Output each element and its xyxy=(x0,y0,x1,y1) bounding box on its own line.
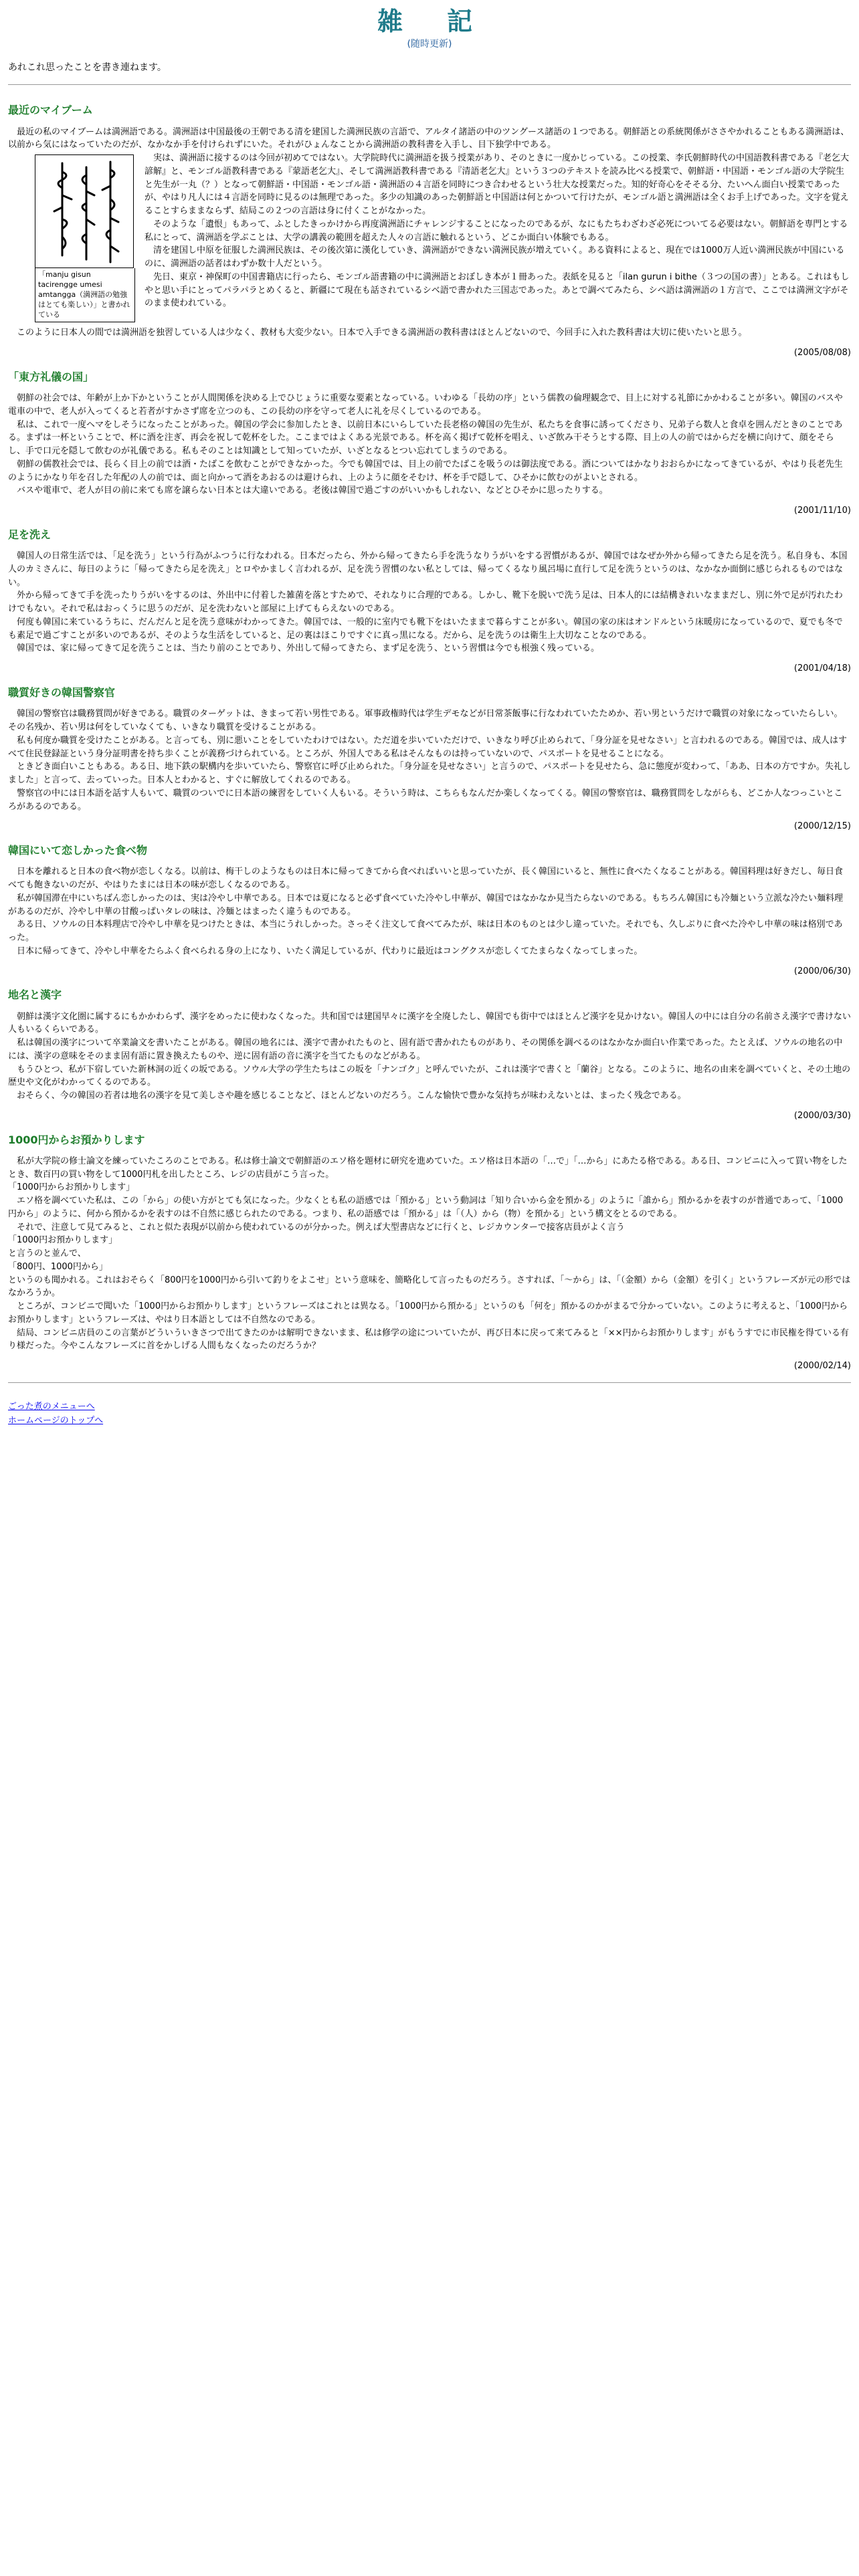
manchu-script-image xyxy=(35,154,134,268)
paragraph: バスや電車で、老人が目の前に来ても席を譲らない日本とは大違いである。老後は韓国で過ごすのがいいかもしれない、などとひそかに思ったりする。 xyxy=(17,486,608,496)
paragraph: 朝鮮は漢字文化圏に属するにもかかわらず、漢字をめったに使わなくなった。共和国では建国早々に漢字を全廃したし、韓国でも街中ではほとんど漢字を見かけない。韓国人の中には自分の名前さえ漢字で書けない人もいるくらいである。 xyxy=(8,1011,851,1035)
paragraph: ある日、ソウルの日本料理店で冷やし中華を見つけたときは、本当にうれしかった。さっそく注文して食べてみたが、味は日本のものとは少し違っていた。それでも、久しぶりに食べた冷やし中華の味は格別であった。 xyxy=(8,920,843,944)
paragraph: 私は韓国の漢字について卒業論文を書いたことがある。韓国の地名には、漢字で書かれたものと、固有語で書かれたものがあり、その関係を調べるのはなかなか面白い作業であった。たとえば、ソウルの地名の中には、漢字の意味をそのまま固有語に置き換えたものや、逆に固有語の音に漢字を当てたものなどがある。 xyxy=(8,1038,843,1061)
home-link[interactable]: ホームページのトップへ xyxy=(8,1415,104,1426)
paragraph: 最近の私のマイブームは満洲語である。満洲語は中国最後の王朝である清を建国した満洲民族の言語で、アルタイ諸語の中のツングース諸語の１つである。朝鮮語との系統関係がささやかれることもある満洲語は、以前から気にはなっていたのだが、なかなか手を付けられずにいた。それがひょんなことから満洲語の教科書を入手し、目下独学中である。 xyxy=(8,126,850,150)
paragraph: 日本を離れると日本の食べ物が恋しくなる。以前は、梅干しのようなものは日本に帰ってきてから食べればいいと思っていたが、長く韓国にいると、無性に食べたくなることがある。韓国料理は好きだし、毎日食べても飽きないのだが、やはりたまには日本の味が恋しくなるのである。 xyxy=(8,867,844,891)
section-wash-feet xyxy=(8,527,851,675)
paragraph: 実は、満洲語に接するのは今回が初めてではない。大学院時代に満洲語を扱う授業があり、そのときに一度かじっている。この授業、李氏朝鮮時代の中国語教科書である『老乞大諺解』と、モンゴル語教科書である『蒙語老乞大』、そして満洲語教科書である『清語老乞大』という３つのテキストを読み比べる授業で、朝鮮語・中国語・モンゴル語の大学院生と先生が一丸（？）となって朝鮮語・中国語・モンゴル語・満洲語の４言語を同時につき合わせるという壮大な授業だった。知的好奇心をそそる分、たいへん面白い授業であったが、やはり凡人には４言語を同時に見るのは無理であった。多少の知識のあった朝鮮語と中国語は何とかついて行けたが、モンゴル語と満洲語は全くお手上げであった。文字を覚えることすらままならず、結局この２つの言語は身に付くことがなかった。 xyxy=(145,153,850,217)
entry-date: (2000/12/15) xyxy=(793,821,851,832)
paragraph: おそらく、今の韓国の若者は地名の漢字を見て美しさや趣を感じることなど、ほとんどないのだろう。こんな愉快で豊かな気持ちが味わえないとは、まったく残念である。 xyxy=(17,1091,686,1101)
paragraph: 私も何度か職質を受けたことがある。と言っても、別に悪いことをしていたわけではない。ただ道を歩いていただけで、いきなり呼び止められて、「身分証を見せなさい」と言われるのである。韓国では、成人はすべて住民登録証という身分証明書を持ち歩くことが義務づけられている。ところが、外国人である私はそんなものは持っていないので、パスポートを見せることになる。 xyxy=(8,735,847,759)
paragraph: それで、注意して見てみると、これと似た表現が以前から使われているのが分かった。例えば大型書店などに行くと、レジカウンターで接客店員がよく言う xyxy=(17,1222,625,1232)
figure-caption: 「manju gisun tacirengge umesi amtangga（満洲語の勉強はとても楽しい）」と書かれている xyxy=(35,268,135,322)
paragraph: 朝鮮の社会では、年齢が上か下かということが人間関係を決める上でひじょうに重要な要素となっている。いわゆる「長幼の序」という儒教の倫理観念で、目上に対する礼節にかかわることが多い。韓国のバスや電車の中で、老人が入ってくると若者がすかさず席を立つのも、この長幼の序を守って老人に礼を尽くしているのである。 xyxy=(8,393,843,417)
entry-date: (2000/03/30) xyxy=(793,1110,851,1121)
page-subtitle: (随時更新) xyxy=(407,38,452,49)
paragraph: 韓国の警察官は職務質問が好きである。職質のターゲットは、きまって若い男性である。軍事政権時代は学生デモなどが日常茶飯事に行なわれていたためか、若い男というだけで職質の対象になっていたらしい。その名残か、若い男は何をしていなくても、いきなり職質を受けることがある。 xyxy=(8,709,843,733)
divider xyxy=(8,84,851,85)
section-title: 韓国にいて恋しかった食べ物 xyxy=(8,844,148,857)
section-1000-yen xyxy=(8,1132,851,1373)
paragraph: 日本に帰ってきて、冷やし中華をたらふく食べられる身の上になり、いたく満足しているが、代わりに最近はコングクスが恋しくてたまらなくなってしまった。 xyxy=(17,946,643,956)
header xyxy=(8,8,851,51)
footer-nav xyxy=(8,1400,851,1428)
manchu-script-figure xyxy=(35,154,135,322)
paragraph: 警察官の中には日本語を話す人もいて、職質のついでに日本語の練習をしていく人もいる。そういう時は、こちらもなんだか楽しくなってくる。韓国の警察官は、職務質問をしながらも、どこか人なつっこいところがあるのである。 xyxy=(8,788,843,812)
paragraph: 韓国人の日常生活では、「足を洗う」という行為がふつうに行なわれる。日本だったら、外から帰ってきたら手を洗うなりうがいをする習慣があるが、韓国ではなぜか外から帰ってきたら足を洗う。私自身も、本国人のカミさんに、毎日のように「帰ってきたら足を洗え」とロやかましく言われるが、足を洗う習慣のない私としては、帰ってくるなり風呂場に直行して足を洗うというのは、なかなか面倒に感じられるものではない。 xyxy=(8,551,848,588)
paragraph: 私は、これで一度ヘマをしそうになったことがあった。韓国の学会に参加したとき、以前日本にいらしていた長老格の韓国の先生が、私たちを食事に誘ってくださり、兄弟子ら数人と食卓を囲んだときのことである。まずは一杯ということで、杯に酒を注ぎ、再会を祝して乾杯をした。ここまではよくある光景である。杯を高く掲げて乾杯を唱え、いざ飲み干そうとする際、目上の人の前ではからだを横に向けて、顔をそらし、手で口元を隠して飲むのが礼儀である。私もそのことは知識として知っていたが、いざとなるとつい忘れてしまうのである。 xyxy=(8,419,843,457)
paragraph: と言うのと並んで、 xyxy=(8,1249,86,1259)
quote-line: 「800円、1000円から」 xyxy=(8,1261,108,1272)
entry-date: (2001/11/10) xyxy=(793,506,851,516)
paragraph: 朝鮮の儒教社会では、長らく目上の前では酒・たばこを飲むことができなかった。今でも韓国では、目上の前でたばこを吸うのは御法度である。酒についてはかなりおおらかになってきているが、やはり長老先生のようにかなり年を召した年配の人の前では、面と向かって酒をあおるのは避けられ、上のように顔をそむけ、杯を手で隠して、ひそかに飲むのがよいとされる。 xyxy=(8,459,843,483)
paragraph: 私が大学院の修士論文を練っていたころのことである。私は修士論文で朝鮮語のエソ格を題材に研究を進めていた。エソ格は日本語の「…で」「…から」にあたる格である。ある日、コンビニに入って買い物をしたとき、数百円の買い物をして1000円札を出したところ、レジの店員がこう言った。 xyxy=(8,1156,848,1180)
paragraph: ときどき面白いこともある。ある日、地下鉄の駅構内を歩いていたら、警察官に呼び止められた。「身分証を見せなさい」と言うので、パスポートを見せたら、急に態度が変わって、「ああ、日本の方ですか。失礼しました」と言って、去っていった。日本人とわかると、すぐに解放してくれるのである。 xyxy=(8,762,851,786)
section-title: 職質好きの韓国警察官 xyxy=(8,685,116,699)
paragraph: 韓国では、家に帰ってきて足を洗うことは、当たり前のことであり、外出して帰ってきたら、まず足を洗う、という習慣は今でも根強く残っている。 xyxy=(17,643,600,654)
section-police xyxy=(8,685,851,833)
section-my-boom xyxy=(8,102,851,360)
paragraph: エソ格を調べていた私は、この「から」の使い方がとても気になった。少なくとも私の語感では「預かる」という動詞は「知り合いから金を預かる」のように「誰から」預かるかを表すのが普通であって、「1000円から」のように、何から預かるかを表すのは不自然に感じられたのである。つまり、私の語感では「預かる」は「（人）から（物）を預かる」という構文をとるのである。 xyxy=(8,1196,844,1219)
entry-date: (2001/04/18) xyxy=(793,663,851,674)
quote-line: 「1000円からお預かりします」 xyxy=(8,1182,135,1193)
entry-date: (2005/08/08) xyxy=(793,348,851,358)
paragraph: 先日、東京・神保町の中国書籍店に行ったら、モンゴル語書籍の中に満洲語とおぼしき本が１冊あった。表紙を見ると「ilan gurun i bithe（３つの国の書）」とある。これはもしやと思い手にとってパラパラとめくると、新疆にて現在も話されているシベ語で書かれた三国志であった。あとで調べてみたら、シベ語は満洲語の１方言で、ここでは満洲文字がそのまま使われている。 xyxy=(145,272,850,309)
section-title: 最近のマイブーム xyxy=(8,104,93,117)
section-food xyxy=(8,843,851,978)
section-title: 1000円からお預かりします xyxy=(8,1133,145,1146)
paragraph: 私が韓国滞在中にいちばん恋しかったのは、実は冷やし中華である。日本では夏になると必ず食べていた冷やし中華が、韓国ではなかなか見当たらないのである。もちろん韓国にも冷麺という立派な冷たい麺料理があるのだが、冷やし中華の甘酸っぱいタレの味は、冷麺とはまったく違うものである。 xyxy=(8,893,844,917)
paragraph: 外から帰ってきて手を洗ったりうがいをするのは、外出中に付着した雑菌を落とすためで、それなりに合理的である。しかし、靴下を脱いで洗う足は、日本人的には結構きれいなままだし、別に外で足が汚れたわけでもない。それで私はおっくうに思うのだが、足を洗わないと部屋に上げてもらえないのである。 xyxy=(8,591,843,615)
entry-date: (2000/02/14) xyxy=(793,1361,851,1372)
intro-text: あれこれ思ったことを書き連ねます。 xyxy=(8,62,167,74)
paragraph: というのも聞かれる。これはおそらく「800円を1000円から引いて釣りをよこせ」という意味を、簡略化して言ったものだろう。さすれば、「〜から」は、「（金額）から（金額）を引く」というフレーズが元の形ではなかろうか。 xyxy=(8,1275,851,1299)
paragraph: 清を建国し中原を征服した満洲民族は、その後次第に漢化していき、満洲語ができない満洲民族が増えていく。ある資料によると、現在では1000万人近い満洲民族が中国にいるのに、満洲語の話者はわずか数十人だという。 xyxy=(145,245,845,270)
paragraph: このように日本人の間では満洲語を独習している人は少なく、教材も大変少ない。日本で入手できる満洲語の教科書はほとんどないので、今回手に入れた教科書は大切に使いたいと思う。 xyxy=(17,328,747,338)
section-etiquette xyxy=(8,369,851,518)
paragraph: もうひとつ、私が下宿していた新林洞の近くの坂である。ソウル大学の学生たちはこの坂を「ナンゴク」と呼んでいたが、これは漢字で書くと「蘭谷」となる。このように、地名の由来を調べていくと、その土地の歴史や文化がわかってくるのである。 xyxy=(8,1064,851,1088)
section-title: 「東方礼儀の国」 xyxy=(8,370,94,383)
menu-link[interactable]: ごった煮のメニューへ xyxy=(8,1401,95,1412)
section-title: 地名と漢字 xyxy=(8,988,62,1002)
divider xyxy=(8,1382,851,1383)
entry-date: (2000/06/30) xyxy=(793,966,851,976)
paragraph: ところが、コンビニで聞いた「1000円からお預かりします」というフレーズはこれとは異なる。「1000円から預かる」というのも「何を」預かるのかがまるで分かっていない。このように考えると、「1000円からお預かりします」というフレーズは、やはり日本語としては不自然なのである。 xyxy=(8,1301,848,1325)
page-title: 雑 記 xyxy=(377,7,482,36)
section-title: 足を洗え xyxy=(8,528,52,541)
section-place-names xyxy=(8,987,851,1122)
quote-line: 「1000円お預かりします」 xyxy=(8,1235,118,1246)
paragraph: そのような「遺恨」もあって、ふとしたきっかけから再度満洲語にチャレンジすることになったのであるが、なにもたちわざわざ必死についてる必要はない。朝鮮語を専門とする私にとって、満洲語を学ぶことは、大学の講義の範囲を超えた人々の言語に触れるという、どこか面白い体験でもある。 xyxy=(145,219,848,243)
paragraph: 結局、コンビニ店員のこの言葉がどういういきさつで出てきたのかは解明できないまま、私は修学の途についていたが、再び日本に戻って来てみると「××円からお預かりします」がもうすでに市民権を得ている有り様だった。今やこんなフレーズに首をかしげる人間もなくなったのだろうか？ xyxy=(8,1327,849,1352)
paragraph: 何度も韓国に来ているうちに、だんだんと足を洗う意味がわかってきた。韓国では、一般的に室内でも靴下をはいたままで暮らすことが多い。韓国の家の床はオンドルという床暖房になっているので、夏でも冬でも素足で過ごすことが多いのであるが、そのような生活をしていると、足の裏はほこりですぐに真っ黒になる。だから、足を洗うのは衛生上大切なことなのである。 xyxy=(8,617,843,641)
